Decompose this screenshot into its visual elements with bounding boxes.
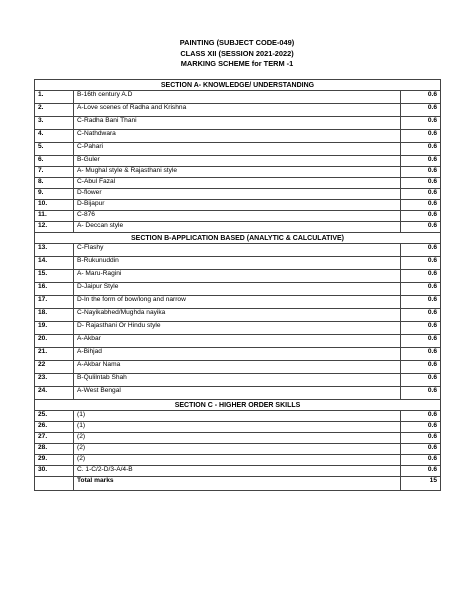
question-number: 8. <box>35 178 74 189</box>
answer-text: A- Maru-Ragini <box>74 270 401 283</box>
answer-text: (1) <box>74 411 401 422</box>
marks-value: 0.6 <box>401 178 441 189</box>
answer-text: C. 1-C/2-D/3-A/4-B <box>74 466 401 477</box>
marks-value: 0.6 <box>401 422 441 433</box>
answer-text: A-Bihjad <box>74 348 401 361</box>
marks-value: 0.6 <box>401 91 441 104</box>
question-number: 27. <box>35 433 74 444</box>
answer-text: B-16th century A.D <box>74 91 401 104</box>
table-row <box>35 211 441 222</box>
question-number: 5. <box>35 143 74 156</box>
question-number: 10. <box>35 200 74 211</box>
document-header <box>0 38 474 70</box>
table-row <box>35 387 441 400</box>
total-value: 15 <box>401 477 441 491</box>
question-number: 14. <box>35 257 74 270</box>
marks-value: 0.6 <box>401 211 441 222</box>
marks-value: 0.6 <box>401 335 441 348</box>
answer-text: C-876 <box>74 211 401 222</box>
marks-value: 0.6 <box>401 257 441 270</box>
answer-text: (2) <box>74 444 401 455</box>
table-row <box>35 361 441 374</box>
marks-value: 0.6 <box>401 466 441 477</box>
marks-value: 0.6 <box>401 222 441 233</box>
question-number: 2. <box>35 104 74 117</box>
table-row <box>35 348 441 361</box>
answer-text: A-Love scenes of Radha and Krishna <box>74 104 401 117</box>
answer-text: A-Akbar <box>74 335 401 348</box>
class-session: CLASS XII (SESSION 2021-2022) <box>180 48 294 58</box>
section-header-row <box>35 233 441 244</box>
marks-value: 0.6 <box>401 283 441 296</box>
subject-title: PAINTING (SUBJECT CODE-049) <box>179 38 295 47</box>
total-label: Total marks <box>74 477 401 491</box>
question-number: 16. <box>35 283 74 296</box>
marks-value: 0.6 <box>401 117 441 130</box>
marks-value: 0.6 <box>401 296 441 309</box>
answer-text: C-Nayikabhed/Mughda nayika <box>74 309 401 322</box>
question-number: 25. <box>35 411 74 422</box>
question-number: 30. <box>35 466 74 477</box>
table-row <box>35 296 441 309</box>
marks-value: 0.6 <box>401 167 441 178</box>
answer-text: B-Qulilntab Shah <box>74 374 401 387</box>
marks-value: 0.6 <box>401 200 441 211</box>
answer-text: D-Bijapur <box>74 200 401 211</box>
question-number: 29. <box>35 455 74 466</box>
table-row <box>35 322 441 335</box>
marking-scheme-title: MARKING SCHEME for TERM -1 <box>180 59 294 68</box>
table-row <box>35 156 441 167</box>
answer-text: C-Pahari <box>74 143 401 156</box>
table-row <box>35 222 441 233</box>
marks-value: 0.6 <box>401 444 441 455</box>
question-number: 13. <box>35 244 74 257</box>
marks-value: 0.6 <box>401 361 441 374</box>
section-title: SECTION A- KNOWLEDGE/ UNDERSTANDING <box>35 80 441 91</box>
marks-value: 0.6 <box>401 374 441 387</box>
question-number: 26. <box>35 422 74 433</box>
table-row <box>35 143 441 156</box>
question-number: 28. <box>35 444 74 455</box>
answer-text: A-Akbar Nama <box>74 361 401 374</box>
answer-text: A-West Bengal <box>74 387 401 400</box>
answer-text: B-Guler <box>74 156 401 167</box>
marking-scheme-table <box>34 79 441 491</box>
table-row <box>35 335 441 348</box>
marks-value: 0.6 <box>401 455 441 466</box>
answer-text: D-In the form of bow/long and narrow <box>74 296 401 309</box>
section-header-row <box>35 400 441 411</box>
marks-value: 0.6 <box>401 322 441 335</box>
table-row <box>35 283 441 296</box>
table-row <box>35 309 441 322</box>
table-row <box>35 411 441 422</box>
answer-text: D- Rajasthani Or Hindu style <box>74 322 401 335</box>
question-number: 21. <box>35 348 74 361</box>
table-row <box>35 104 441 117</box>
answer-text: A- Mughal style & Rajasthani style <box>74 167 401 178</box>
question-number: 4. <box>35 130 74 143</box>
marks-value: 0.6 <box>401 411 441 422</box>
marks-value: 0.6 <box>401 387 441 400</box>
section-title: SECTION C - HIGHER ORDER SKILLS <box>35 400 441 411</box>
question-number: 24. <box>35 387 74 400</box>
marks-value: 0.6 <box>401 104 441 117</box>
question-number: 22 <box>35 361 74 374</box>
marks-value: 0.6 <box>401 143 441 156</box>
answer-text: A- Deccan style <box>74 222 401 233</box>
answer-text: C-Radha Bani Thani <box>74 117 401 130</box>
table-row <box>35 257 441 270</box>
question-number: 20. <box>35 335 74 348</box>
marks-value: 0.6 <box>401 309 441 322</box>
marks-value: 0.6 <box>401 130 441 143</box>
question-number: 1. <box>35 91 74 104</box>
table-row <box>35 130 441 143</box>
marks-value: 0.6 <box>401 270 441 283</box>
table-row <box>35 270 441 283</box>
table-row <box>35 178 441 189</box>
table-row <box>35 244 441 257</box>
table-row <box>35 466 441 477</box>
empty-cell <box>35 477 74 491</box>
answer-text: D-Jaipur Style <box>74 283 401 296</box>
question-number: 12. <box>35 222 74 233</box>
marks-value: 0.6 <box>401 189 441 200</box>
answer-text: (2) <box>74 433 401 444</box>
table-row <box>35 91 441 104</box>
question-number: 6. <box>35 156 74 167</box>
table-row <box>35 374 441 387</box>
question-number: 9. <box>35 189 74 200</box>
question-number: 23. <box>35 374 74 387</box>
question-number: 19. <box>35 322 74 335</box>
question-number: 3. <box>35 117 74 130</box>
answer-text: (1) <box>74 422 401 433</box>
section-header-row <box>35 80 441 91</box>
marks-value: 0.6 <box>401 244 441 257</box>
marks-value: 0.6 <box>401 156 441 167</box>
section-title: SECTION B-APPLICATION BASED (ANALYTIC & CALCULATIVE) <box>35 233 441 244</box>
table-row <box>35 422 441 433</box>
question-number: 18. <box>35 309 74 322</box>
answer-text: C-Flashy <box>74 244 401 257</box>
table-row <box>35 444 441 455</box>
question-number: 17. <box>35 296 74 309</box>
marks-value: 0.6 <box>401 433 441 444</box>
table-row <box>35 189 441 200</box>
answer-text: D-flower <box>74 189 401 200</box>
table-row <box>35 117 441 130</box>
marking-scheme-body <box>35 80 441 491</box>
answer-text: (2) <box>74 455 401 466</box>
question-number: 7. <box>35 167 74 178</box>
table-row <box>35 200 441 211</box>
answer-text: C-Nathdwara <box>74 130 401 143</box>
question-number: 11. <box>35 211 74 222</box>
marks-value: 0.6 <box>401 348 441 361</box>
table-row <box>35 167 441 178</box>
table-row <box>35 433 441 444</box>
total-row <box>35 477 441 491</box>
answer-text: B-Rukunuddin <box>74 257 401 270</box>
answer-text: C-Abul Fazal <box>74 178 401 189</box>
question-number: 15. <box>35 270 74 283</box>
table-row <box>35 455 441 466</box>
